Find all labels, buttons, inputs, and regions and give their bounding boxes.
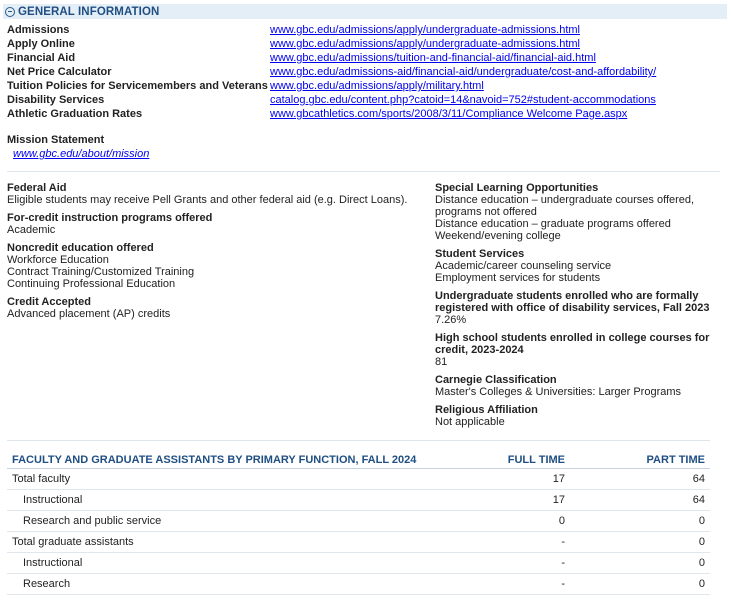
table-row [7,490,710,511]
link-label: Tuition Policies for Servicemembers and Veterans [7,80,268,92]
tuition-policies-link[interactable]: www.gbc.edu/admissions/apply/military.html [270,80,484,92]
admissions-link[interactable]: www.gbc.edu/admissions/apply/undergraduate-admissions.html [270,24,580,36]
section-divider [7,171,720,172]
disability-enrollment-heading: registered with office of disability services, Fall 2023 [435,302,710,314]
link-row-disability-services [7,93,656,107]
special-learning-item: Distance education – undergraduate courses offered, [435,194,695,206]
for-credit-block [7,212,427,236]
table-row [7,574,710,595]
mission-label: Mission Statement [7,134,105,146]
net-price-calculator-link[interactable]: www.gbc.edu/admissions-aid/financial-aid/undergraduate/cost-and-affordability/ [270,66,657,78]
high-school-block [435,332,725,368]
noncredit-item: Continuing Professional Education [7,278,176,290]
link-row-financial-aid [7,51,656,65]
disability-enrollment-block [435,290,725,326]
credit-accepted-text: Advanced placement (AP) credits [7,308,171,320]
full-time-value: - [440,574,570,595]
part-time-value: 0 [570,553,710,574]
financial-aid-link[interactable]: www.gbc.edu/admissions/tuition-and-financial-aid/financial-aid.html [270,52,596,64]
full-time-value: 0 [440,511,570,532]
federal-aid-text: Eligible students may receive Pell Grants and other federal aid (e.g. Direct Loans). [7,194,408,206]
link-row-athletic-rates [7,107,656,121]
high-school-value: 81 [435,356,448,368]
part-time-value: 0 [570,511,710,532]
table-title: FACULTY AND GRADUATE ASSISTANTS BY PRIMARY FUNCTION, FALL 2024 [7,452,440,469]
info-links [7,23,656,121]
link-row-apply-online [7,37,656,51]
col-part-time: PART TIME [570,452,710,469]
link-row-net-price [7,65,656,79]
student-services-item: Employment services for students [435,272,601,284]
carnegie-text: Master's Colleges & Universities: Larger Programs [435,386,682,398]
religious-block [435,404,725,428]
carnegie-heading: Carnegie Classification [435,374,557,386]
link-label: Net Price Calculator [7,66,112,78]
for-credit-text: Academic [7,224,56,236]
high-school-heading: High school students enrolled in college courses for [435,332,710,344]
faculty-table [7,452,710,595]
section-title: GENERAL INFORMATION [18,5,160,18]
apply-online-link[interactable]: www.gbc.edu/admissions/apply/undergraduate-admissions.html [270,38,580,50]
special-learning-item: Distance education – graduate programs offered [435,218,671,230]
special-learning-item: Weekend/evening college [435,230,561,242]
part-time-value: 0 [570,532,710,553]
credit-accepted-heading: Credit Accepted [7,296,91,308]
athletic-graduation-rates-link[interactable]: www.gbcathletics.com/sports/2008/3/11/Compliance Welcome Page.aspx [270,108,628,120]
table-divider [7,440,710,441]
federal-aid-heading: Federal Aid [7,182,67,194]
for-credit-heading: For-credit instruction programs offered [7,212,213,224]
link-label: Admissions [7,24,70,36]
religious-heading: Religious Affiliation [435,404,538,416]
link-row-tuition-policies [7,79,656,93]
noncredit-item: Contract Training/Customized Training [7,266,195,278]
special-learning-block [435,182,725,242]
left-column [7,182,427,326]
table-header-row [7,452,710,469]
link-label: Apply Online [7,38,75,50]
mission-statement [7,133,149,161]
noncredit-block [7,242,427,290]
religious-text: Not applicable [435,416,505,428]
collapse-icon[interactable] [5,7,15,17]
disability-enrollment-value: 7.26% [435,314,467,326]
credit-accepted-block [7,296,427,320]
carnegie-block [435,374,725,398]
part-time-value: 64 [570,490,710,511]
mission-link[interactable]: www.gbc.edu/about/mission [13,148,150,160]
row-label: Total graduate assistants [7,532,440,553]
row-label: Instructional [7,553,440,574]
link-label: Financial Aid [7,52,76,64]
row-label: Total faculty [7,469,440,490]
full-time-value: - [440,553,570,574]
table-row [7,532,710,553]
general-info-header[interactable] [3,4,727,19]
full-time-value: 17 [440,469,570,490]
federal-aid-block [7,182,427,206]
col-full-time: FULL TIME [440,452,570,469]
high-school-heading: credit, 2023-2024 [435,344,524,356]
link-label: Athletic Graduation Rates [7,108,143,120]
student-services-heading: Student Services [435,248,525,260]
table-row [7,469,710,490]
noncredit-heading: Noncredit education offered [7,242,154,254]
table-row [7,511,710,532]
row-label: Instructional [7,490,440,511]
right-column [435,182,725,434]
noncredit-item: Workforce Education [7,254,109,266]
disability-enrollment-heading: Undergraduate students enrolled who are formally [435,290,699,302]
special-learning-item: programs not offered [435,206,537,218]
table-row [7,553,710,574]
row-label: Research [7,574,440,595]
part-time-value: 64 [570,469,710,490]
row-label: Research and public service [7,511,440,532]
link-row-admissions [7,23,656,37]
full-time-value: - [440,532,570,553]
student-services-item: Academic/career counseling service [435,260,612,272]
student-services-block [435,248,725,284]
full-time-value: 17 [440,490,570,511]
disability-services-link[interactable]: catalog.gbc.edu/content.php?catoid=14&navoid=752#student-accommodations [270,94,656,106]
link-label: Disability Services [7,94,105,106]
special-learning-heading: Special Learning Opportunities [435,182,599,194]
part-time-value: 0 [570,574,710,595]
